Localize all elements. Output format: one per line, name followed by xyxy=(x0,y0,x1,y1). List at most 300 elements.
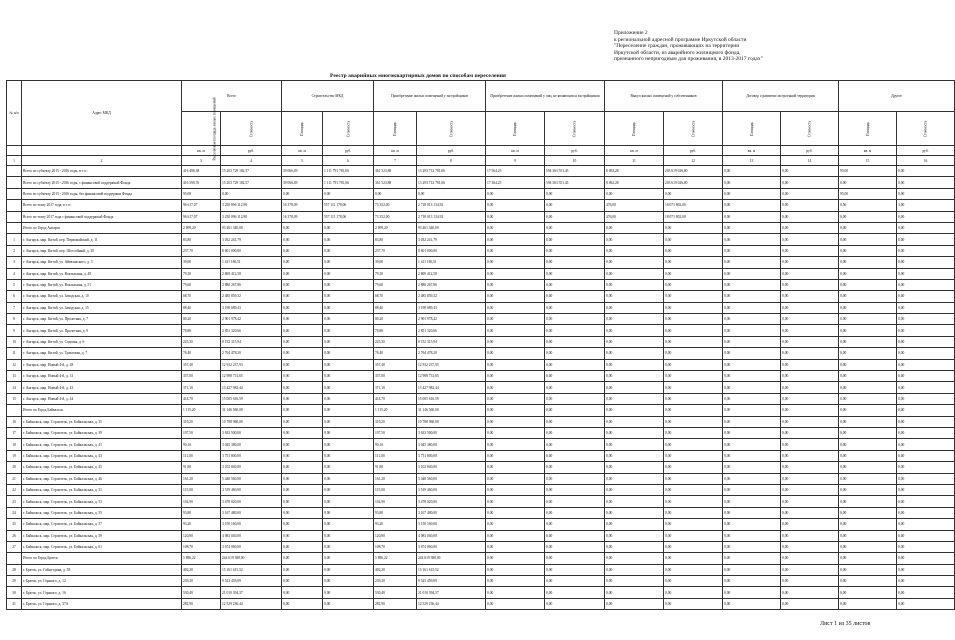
row-number: 20 xyxy=(7,462,22,473)
row-value: 0,00 xyxy=(323,405,374,416)
row-address: г. Братск, ул. Горького, д. 12 xyxy=(22,576,182,587)
row-address: г. Ангарск, мкр. Китой, ул. Садовая, д. 6 xyxy=(22,336,182,347)
row-value: 0,00 xyxy=(781,382,839,393)
row-value: 0,00 xyxy=(897,188,955,199)
row-value: 0,00 xyxy=(781,576,839,587)
row-value: 1 115,20 xyxy=(182,405,221,416)
row-address: г. Байкальск, мкр. Строитель, ул. Байкальская, д. 61 xyxy=(22,541,182,552)
row-value: 0,00 xyxy=(723,598,781,609)
table-row xyxy=(7,439,955,450)
row-value: 111,00 xyxy=(374,450,417,461)
unit-cell: руб. xyxy=(545,146,605,156)
row-value: 0,00 xyxy=(323,416,374,427)
row-value: 3 045 380,00 xyxy=(417,439,486,450)
row-value: 0,00 xyxy=(323,439,374,450)
row-value: 557 111 178,06 xyxy=(323,200,374,211)
row-value: 319,20 xyxy=(374,416,417,427)
row-address: Итого по Город Байкальск xyxy=(22,405,182,416)
row-value: 3 751 800,00 xyxy=(221,450,282,461)
row-value: 0,00 xyxy=(897,234,955,245)
row-value: 0,00 xyxy=(323,427,374,438)
row-value: 16 378,09 xyxy=(282,211,323,222)
row-address: Всего по субъекту 2015 - 2016 годы, без финансовой поддержки Фонда xyxy=(22,188,182,199)
row-value: 5 896,22 xyxy=(374,553,417,564)
row-value: 0,00 xyxy=(897,530,955,541)
row-value: 0,00 xyxy=(781,314,839,325)
row-value: 0,00 xyxy=(605,576,664,587)
header-sub xyxy=(545,112,605,146)
row-value: 237,70 xyxy=(182,245,221,256)
row-value: 0,00 xyxy=(486,416,545,427)
row-value: 0,00 xyxy=(723,314,781,325)
row-value: 0,00 xyxy=(664,576,723,587)
row-value: 2 699,20 xyxy=(374,222,417,233)
row-value: 0,00 xyxy=(282,564,323,575)
row-value: 0,00 xyxy=(664,462,723,473)
row-value: 282,90 xyxy=(374,598,417,609)
row-value: 0,00 xyxy=(781,348,839,359)
header-sub-label: Стоимость xyxy=(807,120,812,137)
header-sub xyxy=(282,112,323,146)
header-sub-label: Площадь xyxy=(513,121,518,136)
row-address: г. Байкальск, мкр. Строитель, ул. Байкальская, д. 39 xyxy=(22,427,182,438)
row-address: г. Ангарск, мкр. Китой, ул. Заводская, д. 10 xyxy=(22,291,182,302)
row-value: 0,00 xyxy=(545,279,605,290)
row-value: 0,00 xyxy=(545,576,605,587)
column-number: 13 xyxy=(723,156,781,166)
row-value: 0,00 xyxy=(545,598,605,609)
row-value: 0,00 xyxy=(605,541,664,552)
table-header xyxy=(7,81,955,166)
row-value: 361 523,88 xyxy=(374,177,417,188)
row-number xyxy=(7,200,22,211)
table-row xyxy=(7,598,955,609)
table-row xyxy=(7,507,955,518)
row-value: 0,00 xyxy=(839,484,897,495)
row-value: 0,00 xyxy=(723,166,781,177)
appendix-block xyxy=(614,30,899,63)
row-value: 0,00 xyxy=(781,371,839,382)
row-value: 0,00 xyxy=(664,348,723,359)
row-value: 237,70 xyxy=(374,245,417,256)
row-value: 3 102 840,00 xyxy=(221,462,282,473)
row-value: 0,00 xyxy=(323,279,374,290)
row-value: 8 601 000,00 xyxy=(417,245,486,256)
unit-cell: руб. xyxy=(417,146,486,156)
row-value: 0,00 xyxy=(723,371,781,382)
header-sub xyxy=(221,112,282,146)
row-value: 3 167 480,00 xyxy=(221,507,282,518)
row-value: 0,00 xyxy=(282,473,323,484)
row-address: г. Ангарск, мкр. Новый 4-й, д. 31 xyxy=(22,371,182,382)
row-value: 0,00 xyxy=(839,177,897,188)
row-value: 0,00 xyxy=(323,348,374,359)
row-value: 13 427 982,44 xyxy=(221,382,282,393)
row-value: 93,20 xyxy=(374,519,417,530)
row-value: 0,00 xyxy=(839,427,897,438)
row-value: 0,00 xyxy=(723,564,781,575)
appendix-line: к региональной адресной программе Иркутской области xyxy=(614,36,747,43)
row-value: 371,10 xyxy=(182,382,221,393)
row-value: 0,00 xyxy=(723,553,781,564)
row-value: 0,00 xyxy=(545,405,605,416)
row-value: 0,00 xyxy=(781,416,839,427)
unit-cell: кв. м xyxy=(282,146,323,156)
row-value: 0,00 xyxy=(545,484,605,495)
row-value: 91,80 xyxy=(182,462,221,473)
row-value: 0,00 xyxy=(723,530,781,541)
row-value: 0,00 xyxy=(897,462,955,473)
row-value: 0,00 xyxy=(723,496,781,507)
row-value: 0,00 xyxy=(545,382,605,393)
row-value: 3 674 060,00 xyxy=(417,541,486,552)
row-value: 203 619 026,00 xyxy=(664,166,723,177)
row-value: 0,00 xyxy=(545,291,605,302)
row-value: 0,00 xyxy=(839,314,897,325)
row-value: 5 896,22 xyxy=(182,553,221,564)
row-value: 0,00 xyxy=(897,450,955,461)
row-value: 3 102 840,00 xyxy=(417,462,486,473)
row-value: 0,00 xyxy=(605,587,664,598)
row-value: 0,00 xyxy=(605,519,664,530)
row-value: 17 564,25 xyxy=(486,166,545,177)
row-value: 161,20 xyxy=(182,473,221,484)
row-value: 0,00 xyxy=(545,462,605,473)
row-value: 8 492,28 xyxy=(605,166,664,177)
row-value: 0,00 xyxy=(486,348,545,359)
row-value: 0,00 xyxy=(781,268,839,279)
row-value: 0,00 xyxy=(723,291,781,302)
table-row xyxy=(7,257,955,268)
row-value: 0,00 xyxy=(323,530,374,541)
header-sub-label: Расселяемая площадь жилых помещений xyxy=(212,96,217,161)
row-value: 2 880 267,86 xyxy=(221,279,282,290)
row-value: 3 032 241,79 xyxy=(221,234,282,245)
row-value: 0,00 xyxy=(897,302,955,313)
row-value: 1 111 791 781,06 xyxy=(323,177,374,188)
row-value: 0,00 xyxy=(723,336,781,347)
header-sub-label: Площадь xyxy=(865,121,870,136)
row-value: 0,00 xyxy=(486,507,545,518)
row-value: 0,00 xyxy=(282,257,323,268)
row-address: г. Байкальск, мкр. Строитель, ул. Байкальская, д. 51 xyxy=(22,484,182,495)
row-address: Всего по этапу 2017 года, в т.ч.: xyxy=(22,200,182,211)
row-value: 93 461 340,00 xyxy=(221,222,282,233)
row-value: 0,00 xyxy=(486,325,545,336)
table-row xyxy=(7,268,955,279)
row-address: Всего по субъекту 2015 - 2016 годы, с финансовой поддержкой Фонда xyxy=(22,177,182,188)
row-value: 0,00 xyxy=(897,336,955,347)
row-value: 244 619 388,00 xyxy=(417,553,486,564)
row-value: 0,00 xyxy=(282,450,323,461)
row-value: 0,00 xyxy=(781,257,839,268)
row-address: Итого по Город Братск xyxy=(22,553,182,564)
row-value: 0,00 xyxy=(839,541,897,552)
row-value: 0,00 xyxy=(781,473,839,484)
row-value: 0,00 xyxy=(486,427,545,438)
row-value: 0,00 xyxy=(486,473,545,484)
table-row xyxy=(7,166,955,177)
row-value: 12 988 731,65 xyxy=(417,371,486,382)
row-number: 26 xyxy=(7,530,22,541)
row-value: 225,30 xyxy=(374,336,417,347)
row-value: 0,00 xyxy=(781,302,839,313)
row-value: 79,30 xyxy=(182,268,221,279)
row-value: 0,00 xyxy=(605,484,664,495)
row-number: 22 xyxy=(7,484,22,495)
header-sub xyxy=(839,112,897,146)
row-value: 0,00 xyxy=(723,393,781,404)
row-value: 2 718 013 134,92 xyxy=(417,211,486,222)
row-value: 31 146 560,00 xyxy=(221,405,282,416)
row-value: 0,00 xyxy=(897,268,955,279)
row-value: 0,00 xyxy=(723,302,781,313)
unit-cell: руб. xyxy=(897,146,955,156)
table-row xyxy=(7,564,955,575)
row-address: г. Байкальск, мкр. Строитель, ул. Байкальская, д. 46 xyxy=(22,473,182,484)
row-value: 557 111 178,06 xyxy=(323,211,374,222)
row-number: 1 xyxy=(7,234,22,245)
row-value: 0,00 xyxy=(486,439,545,450)
row-value: 0,00 xyxy=(839,382,897,393)
row-number: 5 xyxy=(7,279,22,290)
row-value: 0,00 xyxy=(282,416,323,427)
row-address: Всего по субъекту 2015 - 2016 годы, в т.ч.: xyxy=(22,166,182,177)
row-number: 14 xyxy=(7,382,22,393)
unit-cell: руб. xyxy=(323,146,374,156)
row-value: 2 880 267,86 xyxy=(417,279,486,290)
row-value: 0,00 xyxy=(545,439,605,450)
row-value: 0,00 xyxy=(897,473,955,484)
row-value: 0,00 xyxy=(282,598,323,609)
header-sub xyxy=(897,112,955,146)
row-value: 0,00 xyxy=(323,473,374,484)
row-number xyxy=(7,553,22,564)
row-value: 0,00 xyxy=(664,427,723,438)
row-value: 0,00 xyxy=(282,382,323,393)
row-value: 0,00 xyxy=(723,268,781,279)
row-value: 0,00 xyxy=(282,234,323,245)
row-value: 0,00 xyxy=(282,302,323,313)
table-row xyxy=(7,291,955,302)
row-value: 9 523 459,09 xyxy=(417,576,486,587)
row-value: 0,00 xyxy=(781,553,839,564)
row-value: 78,80 xyxy=(374,325,417,336)
row-value: 0,00 xyxy=(323,393,374,404)
row-value: 0,00 xyxy=(605,564,664,575)
row-value: 0,00 xyxy=(781,245,839,256)
row-value: 0,00 xyxy=(781,450,839,461)
row-value: 79,60 xyxy=(182,279,221,290)
row-value: 0,00 xyxy=(605,427,664,438)
row-value: 2 485 859,32 xyxy=(417,291,486,302)
row-value: 3 150 160,00 xyxy=(417,519,486,530)
row-number xyxy=(7,211,22,222)
row-value: 68,70 xyxy=(374,291,417,302)
row-value: 0,00 xyxy=(486,564,545,575)
row-value: 0,00 xyxy=(605,234,664,245)
row-value: 2 764 478,20 xyxy=(417,348,486,359)
row-value: 88,40 xyxy=(182,302,221,313)
row-value: 0,00 xyxy=(723,325,781,336)
row-value: 2 699,20 xyxy=(182,222,221,233)
row-value: 0,00 xyxy=(781,188,839,199)
row-value: 0,00 xyxy=(282,314,323,325)
row-value: 476,00 xyxy=(605,200,664,211)
row-value: 0,00 xyxy=(323,541,374,552)
row-value: 0,00 xyxy=(781,234,839,245)
row-value: 0,00 xyxy=(323,382,374,393)
row-address: Всего по этапу 2017 года с финансовой поддержкой Фонда xyxy=(22,211,182,222)
appendix-line: Приложение 2 xyxy=(614,30,648,36)
row-value: 73 352,00 xyxy=(374,200,417,211)
row-value: 0,00 xyxy=(664,314,723,325)
row-number: 9 xyxy=(7,325,22,336)
row-value: 416 486,38 xyxy=(182,166,221,177)
row-value: 0,00 xyxy=(897,541,955,552)
row-address: г. Ангарск, мкр. Новый 4-й, д. 28 xyxy=(22,359,182,370)
header-sub-label: Площадь xyxy=(749,121,754,136)
row-number: 8 xyxy=(7,314,22,325)
header-sub-label: Площадь xyxy=(392,121,397,136)
header-group: Выкуп жилых помещений у собственников xyxy=(605,81,723,112)
unit-cell: кв. м xyxy=(374,146,417,156)
row-value: 0,00 xyxy=(605,325,664,336)
row-value: 0,00 xyxy=(897,245,955,256)
page-counter: Лист 1 из 35 листов xyxy=(820,621,871,627)
row-value: 0,00 xyxy=(723,257,781,268)
row-value: 108,70 xyxy=(182,541,221,552)
row-value: 0,00 xyxy=(323,291,374,302)
row-value: 0,00 xyxy=(723,200,781,211)
row-value: 12 932 237,93 xyxy=(417,359,486,370)
row-value: 0,00 xyxy=(664,382,723,393)
row-number: 19 xyxy=(7,450,22,461)
row-value: 0,00 xyxy=(839,279,897,290)
column-number: 9 xyxy=(486,156,545,166)
row-value: 0,00 xyxy=(897,416,955,427)
row-value: 0,00 xyxy=(323,564,374,575)
unit-cell: руб. xyxy=(221,146,282,156)
row-value: 0,00 xyxy=(282,507,323,518)
row-address: г. Братск, ул. Гайнутдина, д. 58 xyxy=(22,564,182,575)
table-row xyxy=(7,348,955,359)
row-value: 0,00 xyxy=(664,484,723,495)
row-value: 0,00 xyxy=(781,336,839,347)
row-value: 15 005 616,59 xyxy=(221,393,282,404)
header-sub-label: Стоимость xyxy=(449,120,453,137)
row-value: 0,00 xyxy=(605,279,664,290)
row-value: 39 066,49 xyxy=(282,177,323,188)
row-value: 0,00 xyxy=(781,211,839,222)
row-value: 0,00 xyxy=(282,371,323,382)
unit-cell: кв. м xyxy=(839,146,897,156)
row-address: г. Ангарск, мкр. Китой, ул. Пролетная, д. 9 xyxy=(22,325,182,336)
row-value: 0,00 xyxy=(486,393,545,404)
row-value: 8 492,28 xyxy=(605,177,664,188)
row-address: г. Ангарск, мкр. Китой, ул. Трактовая, д. 7 xyxy=(22,348,182,359)
row-value: 0,00 xyxy=(897,393,955,404)
table-row xyxy=(7,222,955,233)
table-row xyxy=(7,553,955,564)
header-sub xyxy=(486,112,545,146)
row-value: 0,00 xyxy=(664,473,723,484)
row-value: 244 619 388,00 xyxy=(221,553,282,564)
row-value: 0,00 xyxy=(781,541,839,552)
column-number: 14 xyxy=(781,156,839,166)
row-value: 0,00 xyxy=(839,587,897,598)
row-value: 0,00 xyxy=(323,598,374,609)
row-address: г. Ангарск, мкр. Китой, ул. Вокзальная, д. 49 xyxy=(22,268,182,279)
row-value: 120,80 xyxy=(374,530,417,541)
row-value: 3 250 096 112,98 xyxy=(221,200,282,211)
header-sub xyxy=(723,112,781,146)
row-value: 0,00 xyxy=(282,530,323,541)
row-value: 0,00 xyxy=(723,222,781,233)
header-sub-label: Стоимость xyxy=(923,120,928,137)
row-value: 0,00 xyxy=(664,188,723,199)
row-value: 16 378,09 xyxy=(282,200,323,211)
row-value: 0,00 xyxy=(723,450,781,461)
row-value: 0,56 xyxy=(839,200,897,211)
row-value: 0,00 xyxy=(282,427,323,438)
row-value: 0,00 xyxy=(839,450,897,461)
row-value: 0,00 xyxy=(282,439,323,450)
header-sub-label: Площадь xyxy=(632,121,637,136)
row-value: 0,00 xyxy=(545,188,605,199)
row-value: 0,00 xyxy=(897,371,955,382)
row-value: 0,00 xyxy=(897,576,955,587)
column-number: 1 xyxy=(7,156,22,166)
row-value: 0,00 xyxy=(282,496,323,507)
row-value: 5 448 560,00 xyxy=(417,473,486,484)
row-value: 0,00 xyxy=(723,211,781,222)
row-value: 0,00 xyxy=(839,348,897,359)
row-value: 0,00 xyxy=(723,188,781,199)
row-value: 0,00 xyxy=(897,484,955,495)
row-value: 357,00 xyxy=(182,371,221,382)
row-value: 39,00 xyxy=(182,257,221,268)
row-value: 0,00 xyxy=(486,279,545,290)
row-value: 0,00 xyxy=(605,222,664,233)
row-value: 0,00 xyxy=(664,405,723,416)
row-value: 0,00 xyxy=(323,234,374,245)
row-value: 0,00 xyxy=(486,496,545,507)
row-value: 0,00 xyxy=(282,519,323,530)
row-value: 414,70 xyxy=(374,393,417,404)
row-value: 0,00 xyxy=(605,598,664,609)
row-value: 0,00 xyxy=(897,177,955,188)
row-value: 0,00 xyxy=(664,325,723,336)
row-value: 93,20 xyxy=(182,519,221,530)
column-number: 8 xyxy=(417,156,486,166)
row-value: 0,00 xyxy=(545,359,605,370)
row-value: 0,00 xyxy=(839,325,897,336)
row-value: 0,00 xyxy=(486,450,545,461)
row-value: 0,00 xyxy=(664,257,723,268)
row-value: 0,00 xyxy=(374,188,417,199)
row-value: 90,10 xyxy=(374,439,417,450)
appendix-line: Иркутской области, из аварийного жилищного фонда, xyxy=(614,49,741,56)
row-value: 0,00 xyxy=(781,166,839,177)
row-address: г. Байкальск, мкр. Строитель, ул. Байкальская, д. 55 xyxy=(22,507,182,518)
row-address: г. Ангарск, мкр. Новый 4-й, д. 43 xyxy=(22,382,182,393)
row-value: 0,00 xyxy=(897,507,955,518)
table-row xyxy=(7,336,955,347)
row-address: г. Ангарск, мкр. Китой, ул. Пролетная, д. 7 xyxy=(22,314,182,325)
row-value: 3 150 160,00 xyxy=(221,519,282,530)
row-value: 0,00 xyxy=(723,416,781,427)
